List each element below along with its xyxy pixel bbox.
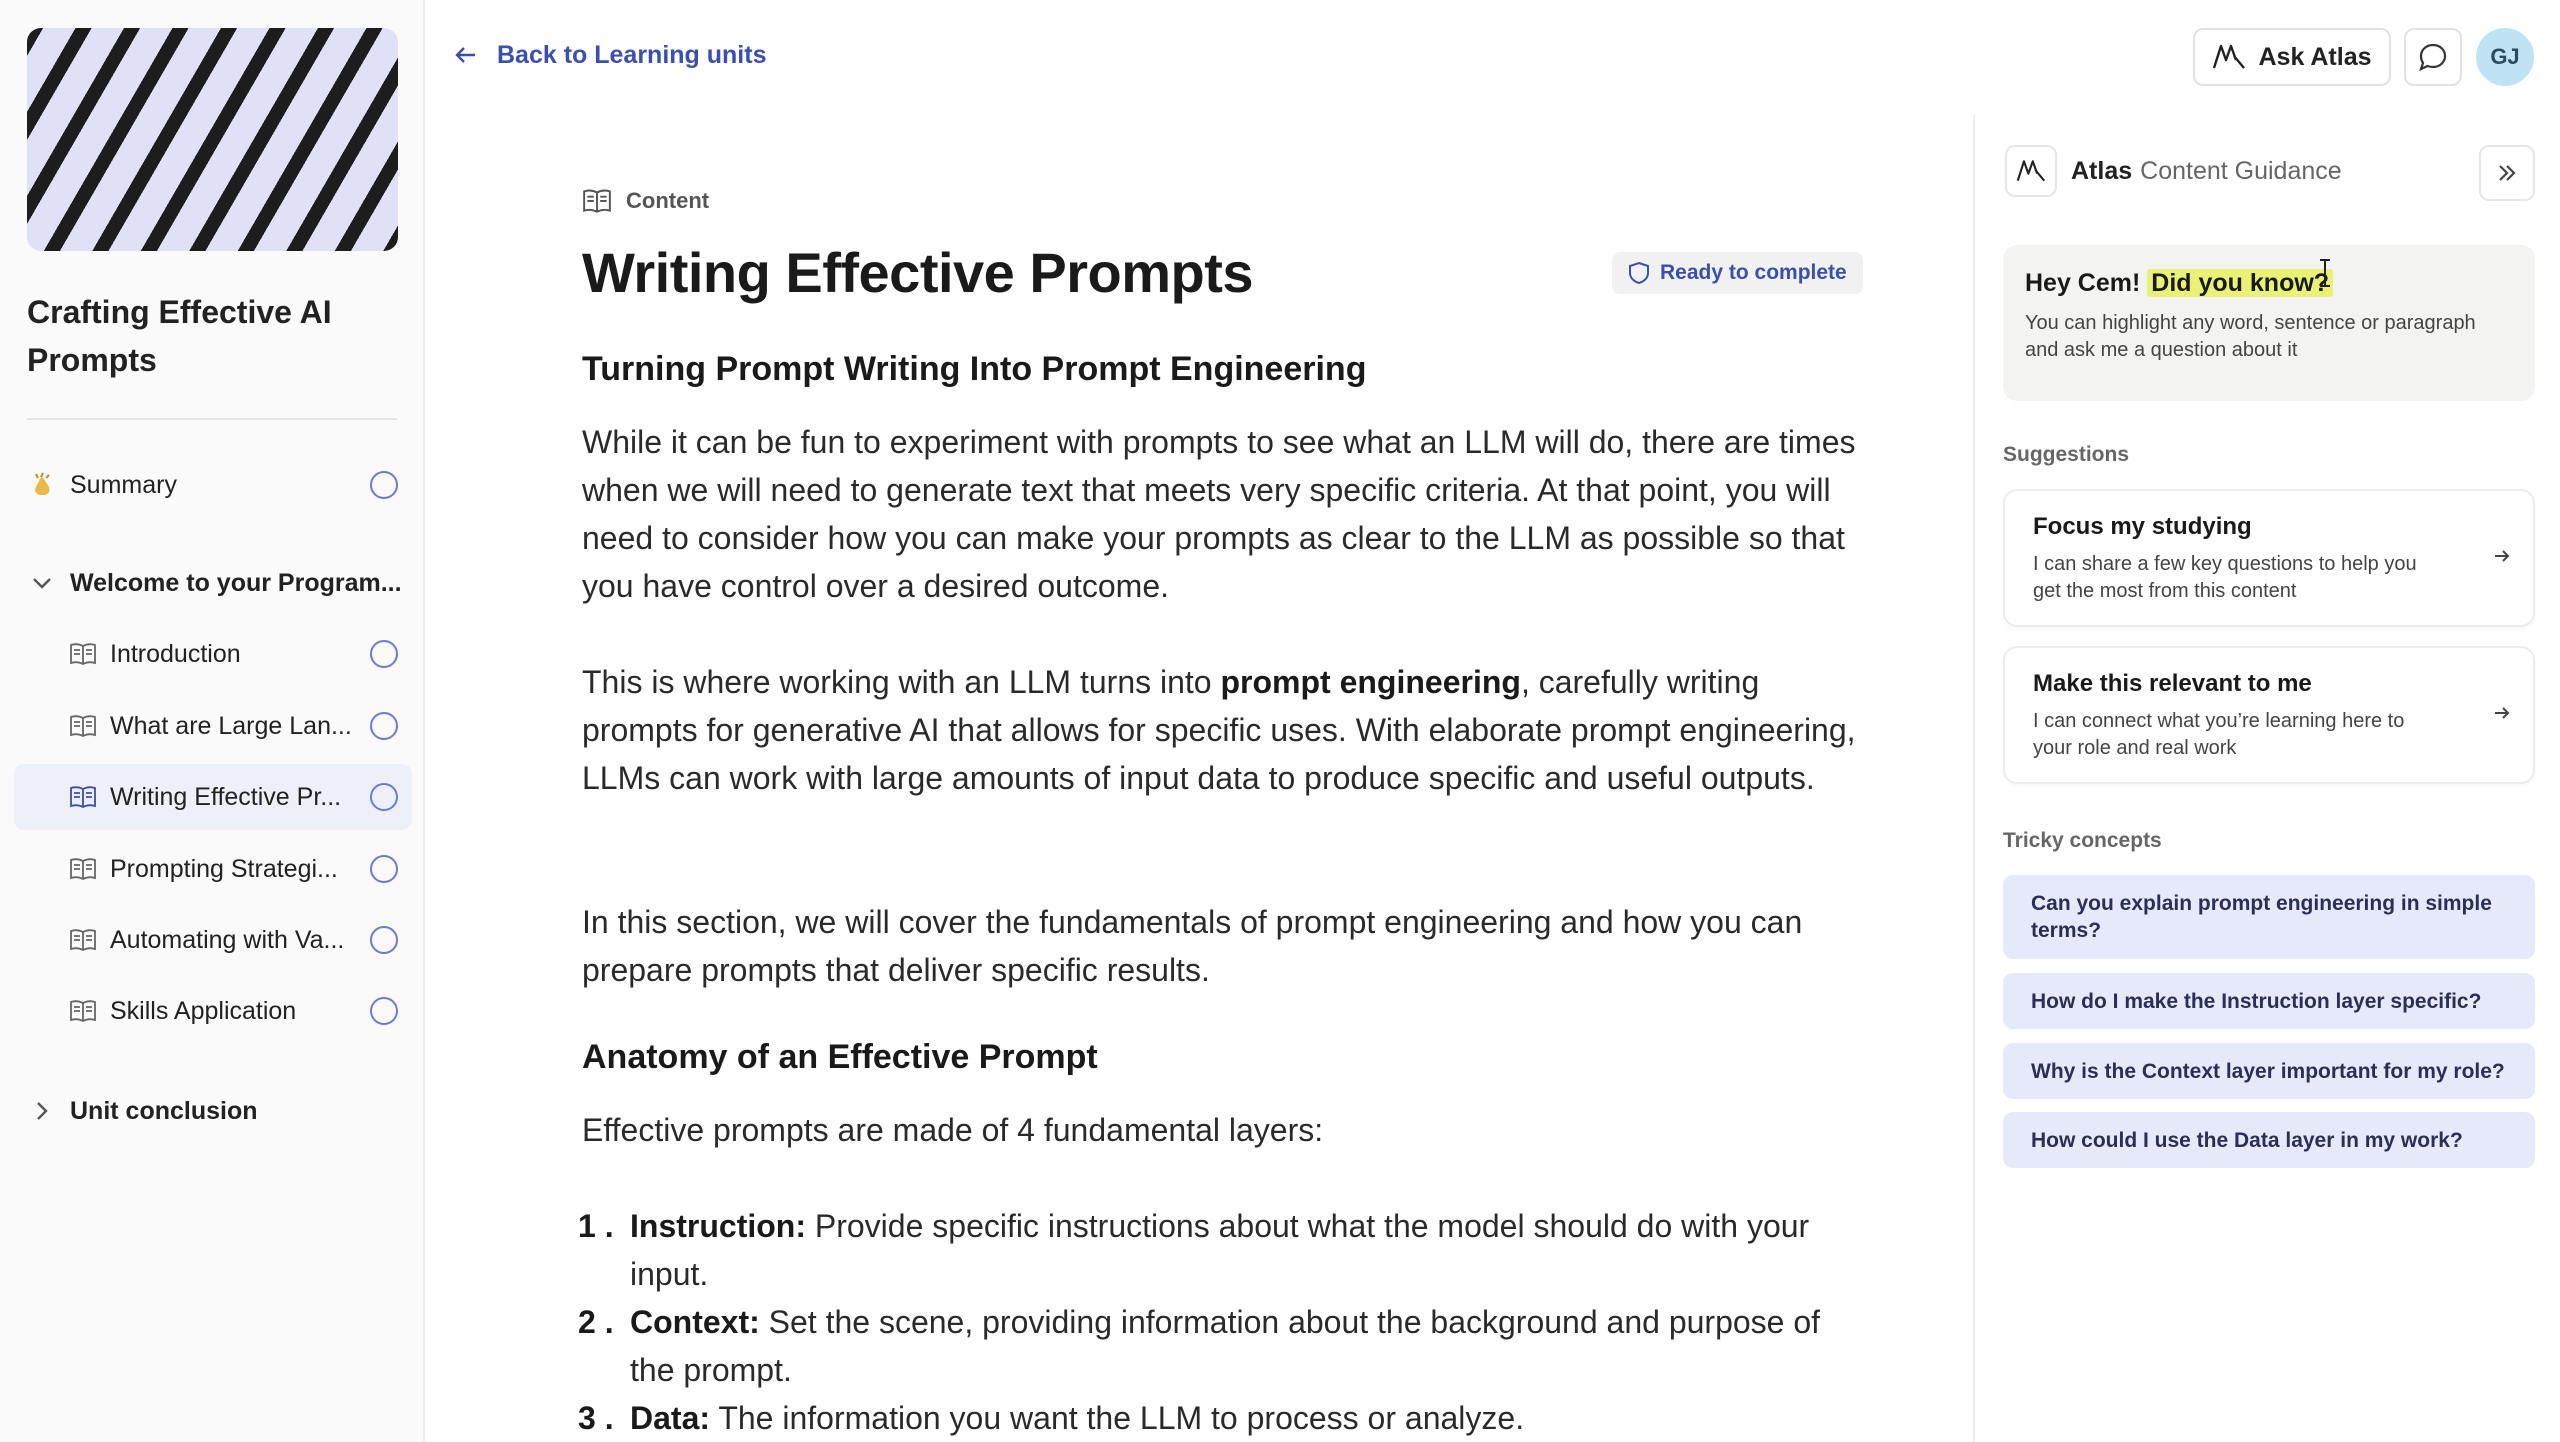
sidebar-item-automating[interactable]: [14, 907, 412, 973]
did-you-know-tip: [2003, 245, 2535, 401]
paragraph: Effective prompts are made of 4 fundamental layers:: [582, 1112, 1324, 1148]
ask-atlas-button[interactable]: [2193, 28, 2391, 86]
atlas-logo-icon: [2212, 42, 2246, 72]
list-item: 3 . Data: The information you want the LLM to process or analyze.: [578, 1400, 1525, 1436]
arrow-left-icon: [455, 40, 477, 71]
suggestion-title: Focus my studying: [2033, 513, 2252, 540]
book-icon: [582, 188, 612, 214]
collapse-panel-button[interactable]: [2479, 145, 2535, 201]
chevron-down-icon: [28, 577, 56, 589]
tricky-concepts-heading: Tricky concepts: [2003, 829, 2162, 852]
sidebar-item-large-language-models[interactable]: [14, 693, 412, 759]
section-unit-conclusion[interactable]: [14, 1081, 412, 1141]
section-label: Welcome to your Program...: [70, 568, 402, 597]
tricky-concept-item[interactable]: How could I use the Data layer in my work?: [2003, 1112, 2535, 1168]
sidebar-item-prompting-strategies[interactable]: [14, 836, 412, 902]
book-icon: [68, 639, 98, 669]
section-welcome[interactable]: [14, 553, 412, 613]
page-title: Writing Effective Prompts: [582, 241, 1254, 304]
chat-bubble-icon: [2417, 41, 2449, 73]
double-chevron-right-icon: [2497, 164, 2517, 182]
course-cover-image: [27, 28, 398, 251]
paragraph: This is where working with an LLM turns into prompt engineering, carefully writing prompts for generative AI that allows for specific uses. With elaborate prompt engineering, LLMs can work with large amounts of input data to produce specific and useful outputs.: [582, 664, 1856, 796]
ask-atlas-label: Ask Atlas: [2258, 42, 2372, 71]
clapping-hands-icon: [28, 470, 58, 500]
content-guidance-label: Content Guidance: [2140, 156, 2342, 185]
suggestion-make-relevant[interactable]: [2003, 646, 2535, 784]
chevron-right-icon: [28, 1101, 56, 1121]
section-heading: Turning Prompt Writing Into Prompt Engineering: [582, 350, 1367, 388]
sidebar-item-label: Prompting Strategi...: [110, 854, 338, 883]
tip-greeting: Hey Cem! Did you know?: [2025, 269, 2513, 298]
progress-circle: [370, 471, 398, 499]
ready-label: Ready to complete: [1660, 261, 1847, 284]
suggestions-heading: Suggestions: [2003, 443, 2130, 466]
book-icon: [68, 711, 98, 741]
sidebar-item-label: Automating with Va...: [110, 925, 345, 954]
progress-circle: [370, 712, 398, 740]
arrow-right-icon: [2493, 700, 2511, 728]
atlas-label: Atlas: [2071, 156, 2133, 185]
shield-icon: [1628, 261, 1650, 285]
chat-button[interactable]: [2404, 28, 2462, 86]
progress-circle: [370, 926, 398, 954]
sidebar-divider: [27, 418, 397, 420]
tricky-concept-item[interactable]: Why is the Context layer important for my role?: [2003, 1043, 2535, 1099]
progress-circle: [370, 783, 398, 811]
sidebar-item-label: Writing Effective Pr...: [110, 782, 342, 811]
back-to-learning-units-link[interactable]: [455, 40, 766, 71]
course-title: Crafting Effective AI Prompts: [27, 294, 332, 378]
atlas-panel-header: [2005, 145, 2342, 197]
sidebar-item-label: Introduction: [110, 639, 241, 668]
suggestion-description: I can connect what you’re learning here to your role and real work: [2033, 710, 2405, 759]
sidebar-item-skills-application[interactable]: [14, 978, 412, 1044]
paragraph: While it can be fun to experiment with prompts to see what an LLM will do, there are times when we will need to generate text that meets very specific criteria. At that point, you will need to consider how you can make your prompts as clear to the LLM as possible so that you have control over a desired outcome.: [582, 424, 1856, 604]
tip-highlight: Did you know?: [2147, 269, 2333, 297]
sidebar-item-label: Skills Application: [110, 996, 297, 1025]
paragraph: In this section, we will cover the fundamentals of prompt engineering and how you can prepare prompts that deliver specific results.: [582, 904, 1803, 988]
suggestion-title: Make this relevant to me: [2033, 670, 2312, 697]
suggestion-focus-studying[interactable]: [2003, 489, 2535, 627]
book-icon: [68, 854, 98, 884]
arrow-right-icon: [2493, 543, 2511, 571]
tip-body: You can highlight any word, sentence or paragraph and ask me a question about it: [2025, 312, 2476, 361]
list-item: 1 . Instruction: Provide specific instructions about what the model should do with your input.: [578, 1208, 1810, 1292]
book-icon: [68, 925, 98, 955]
user-avatar[interactable]: GJ: [2476, 28, 2534, 86]
sidebar-item-label: What are Large Lan...: [110, 711, 352, 740]
content-type-tag: [582, 188, 709, 214]
text-cursor-icon: [2318, 258, 2332, 296]
progress-circle: [370, 997, 398, 1025]
section-heading: Anatomy of an Effective Prompt: [582, 1038, 1098, 1076]
atlas-logo-icon: [2005, 145, 2057, 197]
book-icon: [68, 782, 98, 812]
sidebar: [0, 0, 425, 1442]
progress-circle: [370, 640, 398, 668]
sidebar-item-summary[interactable]: [14, 452, 412, 518]
sidebar-item-label: Summary: [70, 470, 177, 499]
progress-circle: [370, 855, 398, 883]
back-link-label: Back to Learning units: [497, 41, 767, 69]
ready-to-complete-badge[interactable]: [1612, 252, 1863, 294]
atlas-panel: [1973, 115, 2560, 1442]
tricky-concept-item[interactable]: Can you explain prompt engineering in simple terms?: [2003, 875, 2535, 959]
sidebar-item-introduction[interactable]: [14, 621, 412, 687]
sidebar-item-writing-effective-prompts[interactable]: [14, 764, 412, 830]
suggestion-description: I can share a few key questions to help you get the most from this content: [2033, 553, 2417, 602]
bold-term: prompt engineering: [1220, 664, 1521, 700]
list-item: 2 . Context: Set the scene, providing information about the background and purpose of the prompt.: [578, 1304, 1821, 1388]
book-icon: [68, 996, 98, 1026]
section-label: Unit conclusion: [70, 1096, 258, 1125]
content-type-label: Content: [626, 188, 710, 213]
tricky-concept-item[interactable]: How do I make the Instruction layer specific?: [2003, 973, 2535, 1029]
